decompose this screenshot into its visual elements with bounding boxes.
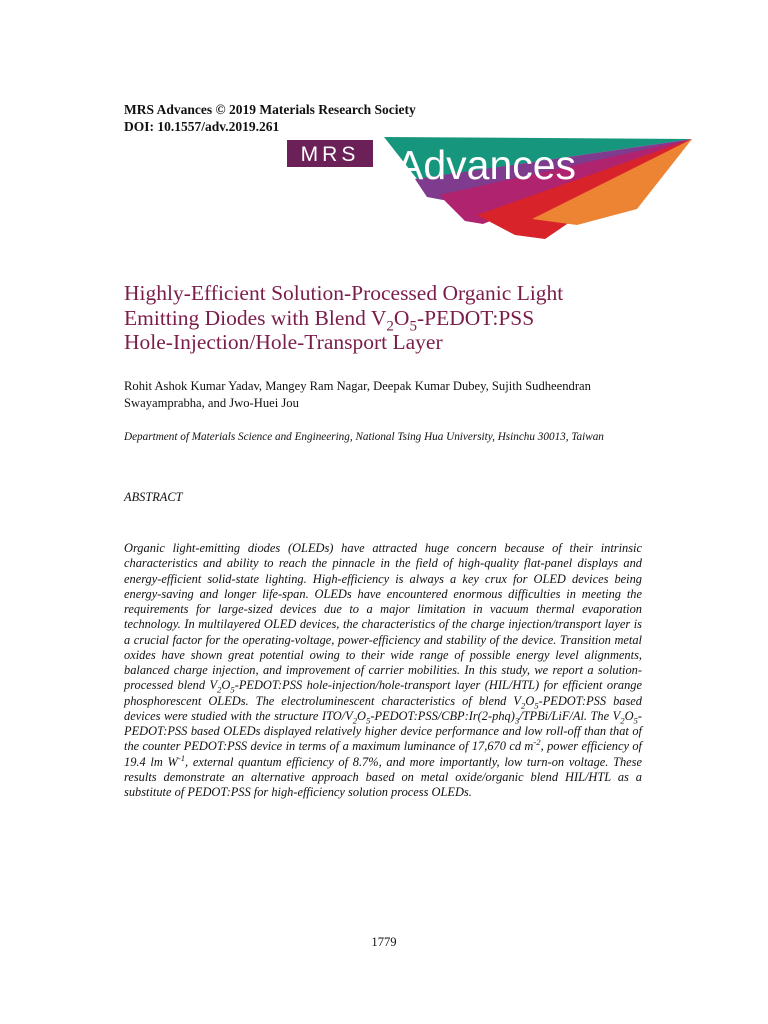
mrs-logo-text: MRS: [300, 143, 360, 166]
mrs-advances-logo: [287, 137, 692, 240]
title-line-3: Hole-Injection/Hole-Transport Layer: [124, 330, 443, 354]
title-line-2: Emitting Diodes with Blend $V_2O_5-PEDOT:PSS$: [124, 305, 535, 334]
author-list: Rohit Ashok Kumar Yadav, Mangey Ram Nagar, Deepak Kumar Dubey, Sujith Sudheendran Swayamprabha, and Jwo-Huei Jou: [124, 379, 591, 410]
doi-line: DOI: 10.1557/adv.2019.261: [124, 119, 280, 134]
advances-logo-text: Advances: [396, 142, 577, 188]
abstract-heading: ABSTRACT: [124, 490, 183, 504]
affiliation: Department of Materials Science and Engineering, National Tsing Hua University, Hsinchu 30013, Taiwan: [124, 431, 604, 443]
page-number: 1779: [371, 935, 397, 949]
journal-copyright-line: MRS Advances © 2019 Materials Research Society: [124, 102, 416, 117]
abstract-text: Organic light-emitting diodes (OLEDs) have attracted huge concern because of their intrinsic characteristics and ability to reach the pinnacle in the field of high-quality flat-panel displays and energy-efficient solid-state lighting. High-efficiency is always a key crux for OLED devices being energy-saving and longer life-span. OLEDs have encountered enormous difficulties in meeting the requirements for large-sized devices due to a major limitation in vacuum thermal evaporation technology. In multilayered OLED devices, the characteristics of the charge injection/transport layer is a crucial factor for the operating-voltage, power-efficiency and stability of the device. Transition metal oxides have shown great potential owing to their wide range of possible energy level alignments, balanced charge injection, and improvement of carrier mobilities. In this study, we report a solution-processed blend $V_2O_5-PEDOT:PSS$ hole-injection/hole-transport layer (HIL/HTL) for efficient orange phosphorescent OLEDs. The electroluminescent characteristics of blend $V_2O_5-PEDOT:PSS$ based devices were studied with the structure ITO/$V_2O_5-PEDOT:PSS/CBP:Ir(2-phq)_3/TPBi/LiF/Al$. The $V_2O_5-PEDOT:PSS$ based OLEDs displayed relatively higher device performance and low roll-off than that of the counter PEDOT:PSS device in terms of a maximum luminance of 17,670 cd $m^{-2}$, power efficiency of 19.4 lm $W^{-1}$, external quantum efficiency of 8.7%, and more importantly, low turn-on voltage. These results demonstrate an alternative approach based on metal oxide/organic blend HIL/HTL as a substitute of PEDOT:PSS for high-efficiency solution process OLEDs.: [124, 541, 643, 799]
paper-title: [124, 281, 664, 355]
title-line-1: Highly-Efficient Solution-Processed Organic Light: [124, 281, 564, 305]
